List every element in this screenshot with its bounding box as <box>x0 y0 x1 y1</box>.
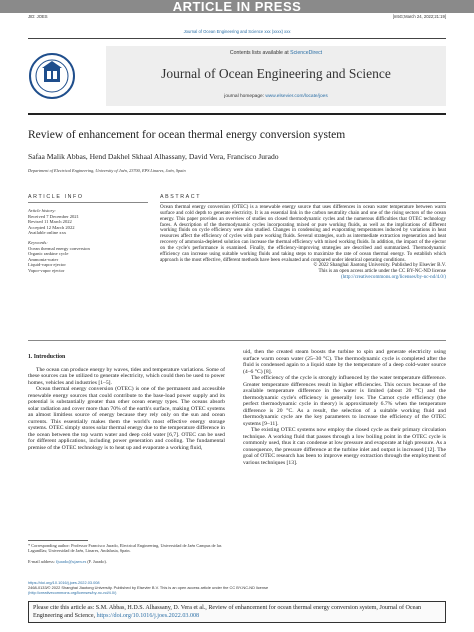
paragraph: Ocean thermal energy conversion (OTEC) is one of the permanent and accessible renewable energy sources that could contribute to the base-load power supply and its potential is substantially greater than other ocean energy types. The oceans absorb solar radiation and cover more than 70% of the earth's surface, making OTEC systems an almost limitless source of energy because they rely only on the sun and ocean currents. This essentially makes them the world's most effective energy storage systems. OTEC simply stores solar thermal energy due to the temperature difference in the ocean between the top warm water and deep cold water [6,7]. OTEC can be used for different applications, including power generation and cooling. The fundamental premise of the OTEC technology is to heat up and evaporate a working fluid, <box>28 386 225 451</box>
article-info-heading: ARTICLE INFO <box>28 194 84 200</box>
footnote-rule <box>28 540 88 541</box>
article-info-panel <box>28 208 148 278</box>
homepage-prefix: journal homepage: <box>224 94 266 99</box>
keywords-label: Keywords: <box>28 239 48 245</box>
paragraph: The existing OTEC systems now employ the closed cycle as their primary circulation technique. A working fluid that passes through a low boiling point in the OTEC cycle is commonly used, thus it can condense at low pressure and evaporate at high pressure. As a consequence, the pressure difference at the turbine inlet and output is increased [12]. The goal of OTEC research has been to improve energy extraction through the employment of various techniques [13]. <box>243 427 446 466</box>
history-item: Accepted 12 March 2022 <box>28 224 75 230</box>
masthead-rule <box>28 113 446 115</box>
keywords <box>28 240 148 274</box>
email-line <box>28 559 225 564</box>
abstract-heading: ABSTRACT <box>160 194 202 200</box>
email-suffix: (F. Jurado). <box>86 559 107 565</box>
citation-doi-link[interactable]: https://doi.org/10.1016/j.joes.2022.03.008 <box>96 613 200 620</box>
sciencedirect-link[interactable]: ScienceDirect <box>290 50 323 56</box>
issn-line: 2468-0133/© 2022 Shanghai Jiaotong University. Published by Elsevier B.V. This is an open access article under the CC BY-NC-ND license <box>28 585 269 590</box>
running-head-right: [m5G;March 24, 2022;21:19] <box>392 14 446 19</box>
contents-prefix: Contents lists available at <box>229 50 291 56</box>
license-line: This is an open access article under the CC BY-NC-ND license <box>318 268 446 275</box>
contents-line <box>106 50 446 56</box>
doi-block <box>28 580 446 595</box>
article-info-rule <box>28 202 148 203</box>
journal-title: Journal of Ocean Engineering and Science <box>161 66 391 81</box>
journal-homepage <box>106 94 446 99</box>
body-divider <box>28 340 446 341</box>
license-link[interactable]: (http://creativecommons.org/licenses/by-nc-nd/4.0/) <box>340 274 446 281</box>
history-item: Available online xxx <box>28 230 67 236</box>
keyword-item: Ocean thermal energy conversion <box>28 245 90 251</box>
keyword-item: Vapor-vapor ejector <box>28 267 65 273</box>
citation-text: Please cite this article as: S.M. Abbas, H.D.S. Alhassany, D. Vera et al., Review of enhancement for ocean thermal energy conversion system, Journal of Ocean Engineering and Science, <box>33 605 422 620</box>
citation-box <box>28 601 446 623</box>
email-label: E-mail address: <box>28 559 56 565</box>
history-label: Article history: <box>28 208 56 213</box>
article-title: Review of enhancement for ocean thermal energy conversion system <box>28 129 346 141</box>
journal-masthead <box>28 46 446 110</box>
history-item: Revised 11 March 2022 <box>28 219 72 225</box>
abstract-body <box>160 205 446 281</box>
footnote <box>28 543 225 564</box>
doi-link[interactable]: https://doi.org/10.1016/j.joes.2022.03.008 <box>28 580 100 585</box>
article-history <box>28 208 148 236</box>
author-list: Safaa Malik Abbas, Hend Dakhel Skhaal Alhassany, David Vera, Francisco Jurado <box>28 152 279 161</box>
copyright-line: © 2022 Shanghai Jiaotong University. Published by Elsevier B.V. <box>313 262 446 269</box>
email-link[interactable]: fjurado@ujaen.es <box>55 559 87 565</box>
homepage-link[interactable]: www.elsevier.com/locate/joes <box>265 94 328 99</box>
paragraph: uid, then the created steam boosts the turbine to spin and generate electricity using surface warm ocean water (25–30 °C). The thermodynamic cycle is completed after the fluid is condensed again to a liquid state by the temperature of a deep cold-water source (4–6 °C) [8]. <box>243 349 446 375</box>
abstract-text: Ocean thermal energy conversion (OTEC) is a renewable energy source that uses differences in ocean water temperature between warm surface and cold depth to generate electricity. It is an essential link in the carbon neutrality chain and one of the rising sectors of the ocean energy. This paper provides an overview of studies on closed thermodynamic cycles and the numerous difficulties that OTEC technology faces. A description of the thermodynamic cycles incorporating mixed or pure working fluids, as well as the implications of different working fluids on cycle efficiency were also studied. Changes in condensing and evaporating temperatures induced by variations in heat resources affect the efficiency of cycles with pure working fluids. Several strategies, such as intermediate extraction regeneration and heat recovery of ammonia-depleted solution can increase the thermal efficiency with mixed working fluids. In addition, the impact of the ejector on the cycle's performance is examined. Finally, the efficiency-improving strategies are described and summarized. Thermodynamic efficiency can increase using suitable working fluids and taking steps to maximize the rate of ocean thermal energy. To establish which approach is the most effective, different methods have been evaluated and compared under identical operating conditions. <box>160 204 446 263</box>
history-item: Received 7 December 2021 <box>28 213 79 219</box>
section-heading: 1. Introduction <box>28 354 66 360</box>
doi-license-link[interactable]: (http://creativecommons.org/licenses/by-nc-nd/4.0/) <box>28 590 117 595</box>
corresponding-author: * Corresponding author: Professor Francisco Jurado, Electrical Engineering, Universidad de Jaén Campus de las Lagunillas; Universidad de Jaén, Linares, Andalusia, Spain. <box>28 543 222 554</box>
affiliation: Department of Electrical Engineering, University of Jaén, 23700, EPS Linares, Jaén, Spain <box>28 168 186 173</box>
running-head-left: JID: JOES <box>28 14 48 19</box>
university-seal-icon <box>28 48 76 104</box>
header-rule <box>28 38 446 39</box>
keyword-item: Organic rankine cycle <box>28 251 69 257</box>
paragraph: The ocean can produce energy by waves, tides and temperature variations. Some of these sources can be utilized to generate electricity, which could then be used to power homes, vehicles and industries [1–5]. <box>28 366 225 386</box>
body-column-left <box>28 354 225 451</box>
journal-reference: Journal of Ocean Engineering and Science xxx (xxxx) xxx <box>183 29 291 34</box>
body-column-right <box>243 349 446 466</box>
article-in-press-banner: ARTICLE IN PRESS <box>0 0 474 13</box>
paragraph: The efficiency of the cycle is strongly influenced by the water temperature difference. Greater temperature differences result in higher efficiencies. This occurs because of the available temperature difference in the water is limited (about 20 °C) and the thermodynamic cycle's efficiency is generally low. The Carnot cycle efficiency (the perfect thermodynamic cycle in theory) is approximately 6.7% when the temperature difference is 20 °C. As a result, the selection of a suitable working fluid and thermodynamic cycle are the key parameters to increase the efficiency of the OTEC systems [9–11]. <box>243 375 446 427</box>
masthead-box <box>106 46 446 106</box>
keyword-item: Ammonia-water <box>28 256 59 262</box>
abstract-rule <box>160 202 446 203</box>
keyword-item: Liquid-vapor ejector <box>28 262 66 268</box>
